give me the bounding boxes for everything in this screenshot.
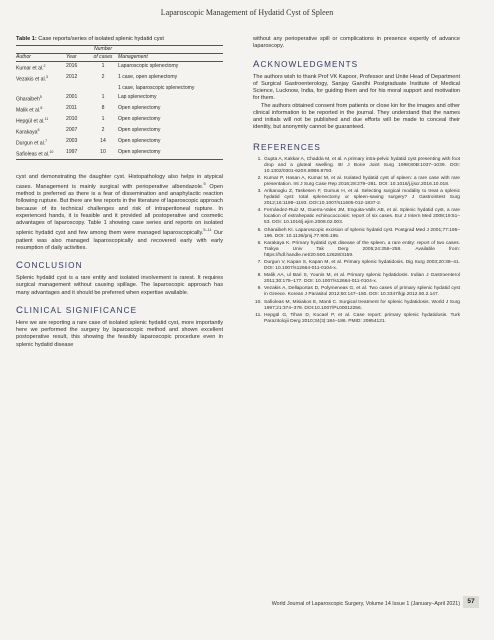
conclusion-text: Splenic hydatid cyst is a rare entity and isolated involvement is rarest. It requires surgical management without causing spillage. The laparoscopic approach has many advantages and it should be preferred when expertise available. — [16, 275, 223, 296]
author-name: Gharaibeh — [16, 96, 40, 103]
header-blank-3 — [118, 46, 223, 54]
journal-footer: World Journal of Laparoscopic Surgery, Volume 14 Issue 1 (January–April 2021) — [271, 601, 460, 607]
cell-year — [66, 84, 90, 92]
cell-year: 2003 — [66, 137, 78, 144]
cell-author — [16, 137, 66, 148]
header-year: Year — [66, 54, 77, 60]
author-name: Karakaya — [16, 129, 38, 136]
citation-sup: 5–11 — [203, 228, 212, 233]
table-caption — [16, 36, 223, 42]
cell-author — [16, 93, 66, 104]
table-caption-label: Table 1: — [16, 36, 37, 42]
table-row — [16, 104, 223, 115]
header-number: Number — [93, 46, 113, 52]
author-name: Malik et al. — [16, 107, 41, 114]
table-row — [16, 148, 223, 160]
heading-rest: ONCLUSION — [24, 261, 83, 271]
heading-initial: A — [253, 58, 261, 70]
right-column — [253, 36, 460, 326]
heading-rest: EFERENCES — [261, 142, 321, 152]
cell-cases: 8 — [101, 104, 105, 111]
table-row — [16, 62, 223, 74]
heading-initial: C — [16, 304, 25, 316]
author-name: Kumar et al. — [16, 65, 44, 72]
references-heading — [253, 142, 460, 153]
acknowledgments-paragraph-2: The authors obtained consent from patients or close kin for the images and other clinical information to be reported in the journal. They understand that the names and initials will not be published and due efforts will be made to conceal their identity, but anonymity cannot be guaranteed. — [253, 102, 460, 131]
header-blank-1 — [16, 46, 66, 54]
clinical-significance-text: Here we are reporting a rare case of isolated splenic hydatid cyst, more importantly here we performed the surgery by laparoscopic method and shown excellent postoperative result, this showing the feasibly laparoscopic procedure even in splenic hydatid disease — [16, 319, 223, 348]
reference-item: 4. Fernández-Ruiz M, Guerra-Vales JM, Enguita-Valls AB, et al. Splenic hydatid cyst, a rare location of extrahepatic echinococcosis: report of six cases. Eur J Intern Med 2008;19:51–53. DOI: 10.1016/j.ejim.2008.02.003. — [263, 208, 460, 226]
discussion-paragraph — [16, 174, 223, 252]
cell-year: 2011 — [66, 104, 77, 111]
cell-author — [16, 62, 66, 74]
cell-cases: 2 — [101, 74, 105, 81]
clinical-significance-heading — [16, 305, 223, 316]
author-name: Hepgül et al. — [16, 118, 45, 125]
citation-sup: 10 — [49, 150, 54, 154]
author-name: Durgun et al. — [16, 140, 46, 147]
citation-sup: 3 — [46, 75, 49, 80]
citation-sup: 7 — [45, 138, 48, 143]
reference-item: 5. Gharaibeh KI. Laparoscopic excision of splenic hydatid cyst. Postgrad Med J 2001;77:195–196. DOI: 10.1136/pmj.77.905.195. — [263, 228, 460, 240]
cell-cases: 1 — [101, 115, 105, 122]
reference-item: 11. Hepgül G, Tihan D, Kocael P, et al. Case report: primary splenic hydatidosis. Turk Parazitolojii Derg 2010;34(3):184–186. PMID: 20954121. — [263, 313, 460, 325]
table-row — [16, 115, 223, 126]
table-row — [16, 84, 223, 92]
cell-management: Open splenectomy — [118, 149, 161, 155]
cell-author — [16, 115, 66, 126]
heading-initial: C — [16, 260, 25, 272]
cell-year: 2016 — [66, 63, 78, 70]
reference-item: 3. Arikanoglu Z, Taskesen F, Gumus H, et al. Selecting surgical modality to treat a splenic hydatid cyst: total splenectomy or spleen-saving surgery? J Gastrointest Surg 2012;16:1198–1193. DOI:10.1007/s11605-012-1837-2. — [263, 189, 460, 207]
cell-year: 2012 — [66, 74, 78, 81]
citation-sup: 5 — [39, 94, 42, 99]
discussion-text-a: cyst and demonstrating the daughter cyst. Histopathology also helps in atypical cases. Management is mainly surgical with perioperative albendazole. — [16, 173, 223, 190]
cell-author — [16, 104, 66, 115]
citation-sup: 6 — [37, 127, 40, 132]
cell-management: Open splenectomy — [118, 137, 161, 144]
reference-item: 2. Kumar P, Hasan A, Kumar M, et al. Isolated hydatid cyst of spleen: a rare case with rare presentation. Int J Surg Case Rep 2016;28:279–281. DOI: 10.1016/j.ijscr.2016.10.018. — [263, 176, 460, 188]
citation-sup: 11 — [44, 116, 49, 121]
citation-sup: 5 — [203, 182, 206, 187]
cell-year: 2010 — [66, 115, 78, 122]
conclusion-heading — [16, 260, 223, 271]
reference-item: 6. Karakaya K. Primary hydatid cyst disease of the spleen, a rare entity: report of two cases. Trakya Univ Tak Derg 2005;24:256–258. Available from: https://hdl.handle.net/20.500.12628/3159. — [263, 241, 460, 259]
cell-author — [16, 148, 66, 160]
acknowledgments-heading — [253, 59, 460, 70]
header-management: Management — [118, 54, 148, 60]
discussion-text-b: Open method is preferred as there is a fear of dissemination and anaphylactic reaction following rupture. But there are few reports in the literature of laparoscopic approach because of its technical challenges and risk of intraperitoneal rupture. In experienced hands, it is feasible and it provided all postoperative and cosmetic advantages of laparoscopy. Table 1 showing case series and reports on isolated splenic hydatid cyst and few among them were managed laparoscopically. — [16, 183, 223, 237]
discussion-text-c: Our patient was also managed laparoscopically and recovered early with early resumption of daily activities. — [16, 230, 223, 251]
cell-management: Open splenectomy — [118, 115, 161, 122]
heading-initial: R — [253, 141, 262, 153]
citation-sup: 2 — [43, 64, 46, 69]
cell-cases: 10 — [100, 149, 106, 155]
references-list — [253, 157, 460, 325]
reference-item: 1. Gupta A, Kakkar A, Chadda M, et al. A primary intra-pelvic hydatid cyst presenting with foot drop and a gluteal swelling. Br J Bone Joint Surg 1998;80B:1037–1039. DOI: 10.1302/0301-620X.80B6.8793. — [263, 157, 460, 175]
cell-author — [16, 126, 66, 137]
continued-paragraph: without any perioperative spill or complications in presence expertly of advance laparoscopy. — [253, 36, 460, 50]
heading-rest: LINICAL SIGNIFICANCE — [24, 305, 138, 315]
page-number: 57 — [463, 596, 479, 608]
reference-item: 9. Vezakis A, Dellaportas D, Polymeneas G, et al. Two cases of primary splenic hydatid cyst in Greece. Korean J Parasitol 2012;50:147–150. DOI: 10.3347/kjp.2012.50.2.147. — [263, 286, 460, 298]
cell-year: 2001 — [66, 93, 78, 100]
table-row — [16, 137, 223, 148]
cell-cases: 2 — [101, 126, 105, 133]
cell-management: 1 case, open splenectomy — [118, 74, 178, 81]
cell-cases: 1 — [101, 63, 105, 70]
case-reports-table — [16, 45, 223, 160]
cell-year: 2007 — [66, 126, 78, 133]
left-column — [16, 36, 223, 349]
author-name: Vezakis et al. — [16, 76, 47, 83]
cell-author — [16, 84, 66, 92]
cell-management: Laparoscopic splenectomy — [118, 63, 179, 70]
header-blank-2 — [66, 46, 90, 54]
cell-cases: 14 — [100, 137, 106, 144]
cell-author — [16, 73, 66, 84]
table-row — [16, 73, 223, 84]
author-name: Safioleas et al. — [16, 151, 50, 158]
reference-item: 10. Safioleas M, Misiakos E, Manti C. Surgical treatment for splenic hydatidosis. World J Surg 1997;21:374–378. DOI:10.1007/PL00012256. — [263, 300, 460, 312]
table-caption-text: Case reports/series of isolated splenic hydatid cyst — [36, 36, 164, 42]
table-row — [16, 93, 223, 104]
reference-item: 7. Durgun V, Kapan S, Kapan M, et al. Primary splenic hydatidosis. Dig Surg 2003;20:38–41. DOI: 10.1007/s12664-011-0104-x. — [263, 260, 460, 272]
cell-management: Lap splenectomy — [118, 93, 157, 100]
cell-year: 1997 — [66, 149, 78, 155]
header-author: Author — [16, 54, 32, 60]
cell-cases: 1 — [101, 93, 105, 100]
cell-management: Open splenectomy — [118, 104, 161, 111]
citation-sup: 8 — [40, 105, 43, 110]
running-head: Laparoscopic Management of Hydatid Cyst of Spleen — [160, 8, 334, 17]
table-row — [16, 126, 223, 137]
header-of-cases: of cases — [93, 54, 113, 60]
cell-management: 1 case, laparoscopic splenectomy — [118, 85, 195, 92]
cell-cases — [90, 84, 118, 92]
heading-rest: CKNOWLEDGMENTS — [260, 59, 359, 69]
cell-management: Open splenectomy — [118, 126, 161, 133]
reference-item: 8. Malik AA, ul Bari S, Younis M, et al. Primary splenic hydatidosis. Indian J Gastroenterol 2011;30:175–177. DOI: 10.1007/s12664-011-0104-x. — [263, 273, 460, 285]
acknowledgments-paragraph-1: The authors wish to thank Prof VK Kapoor, Professor and Unite Head of Department of Surgical Gastroenterology, Sanjay Gandhi Postgraduate Institute of Medical Science, Lucknow, India, for guiding them and for his moral support and motivation for them. — [253, 73, 460, 102]
